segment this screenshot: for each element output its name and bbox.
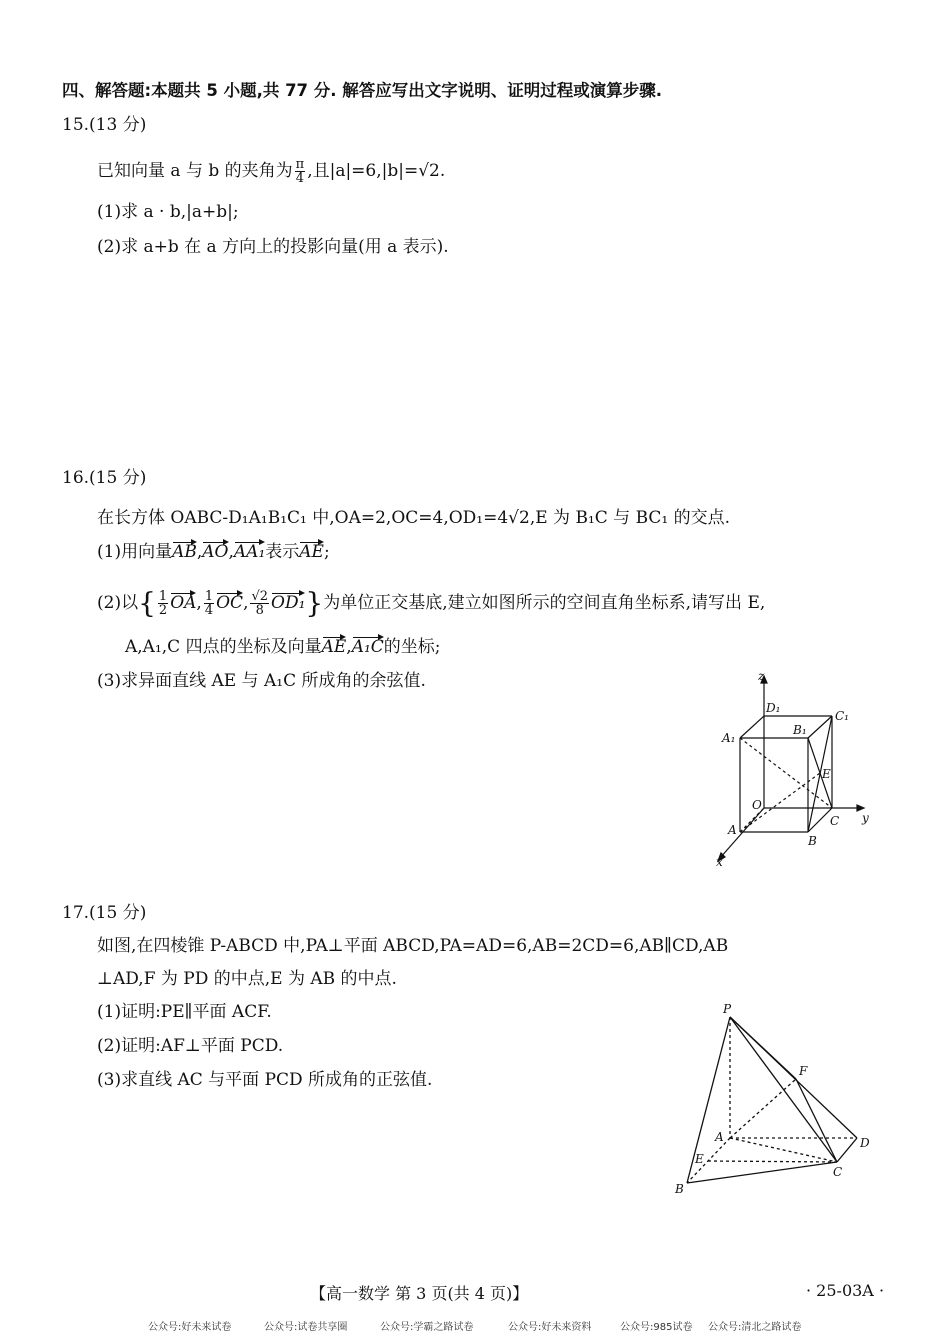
q15-stem-a: 已知向量 a 与 b 的夹角为 — [97, 161, 293, 181]
label-F: F — [799, 1064, 808, 1078]
edge-A1D1 — [740, 716, 764, 738]
footer-code: · 25-03A · — [806, 1281, 885, 1300]
q16-part3: (3)求异面直线 AE 与 A₁C 所成角的余弦值. — [97, 671, 426, 691]
q16-part2-line2: A,A₁,C 四点的坐标及向量AE,A₁C的坐标; — [125, 637, 441, 657]
edge-CD — [837, 1138, 857, 1162]
section-heading: 四、解答题:本题共 5 小题,共 77 分. 解答应写出文字说明、证明过程或演算步骤. — [62, 81, 663, 100]
q15-part2: (2)求 a+b 在 a 方向上的投影向量(用 a 表示). — [97, 237, 449, 257]
q17-part3: (3)求直线 AC 与平面 PCD 所成角的正弦值. — [97, 1070, 433, 1090]
q16-part1-prefix: (1)用向量 — [97, 542, 173, 562]
label-B: B — [675, 1182, 684, 1196]
label-E: E — [822, 767, 831, 781]
seg-PF — [730, 1017, 796, 1079]
vec-AE-2: AE — [321, 637, 347, 657]
edge-BC — [687, 1162, 837, 1183]
q16-stem: 在长方体 OABC-D₁A₁B₁C₁ 中,OA=2,OC=4,OD₁=4√2,E 为 B₁C 与 BC₁ 的交点. — [97, 508, 731, 528]
q17-stem-line2: ⊥AD,F 为 PD 的中点,E 为 AB 的中点. — [97, 969, 397, 989]
label-A: A — [728, 823, 737, 837]
left-brace: { — [138, 586, 156, 620]
q16-part2-line2-suffix: 的坐标; — [383, 637, 441, 657]
basis-frac-2-num: 1 — [204, 589, 214, 604]
basis-frac-1-num: 1 — [158, 589, 168, 604]
basis-frac-3-num: √2 — [251, 589, 269, 604]
vec-AB: AB — [172, 542, 197, 562]
q15-angle-fraction — [295, 158, 306, 185]
q17-part2: (2)证明:AF⊥平面 PCD. — [97, 1036, 284, 1056]
watermark-4: 公众号:好未来资料 — [508, 1322, 592, 1333]
right-brace: } — [305, 586, 324, 620]
q15-stem — [97, 158, 445, 185]
q16-cuboid-figure — [700, 668, 890, 868]
basis-frac-1 — [158, 590, 168, 617]
q17-part1: (1)证明:PE∥平面 ACF. — [97, 1002, 272, 1022]
q16-part2-text: 为单位正交基底,建立如图所示的空间直角坐标系,请写出 E, — [323, 593, 766, 613]
label-A1: A₁ — [722, 731, 736, 745]
label-C: C — [830, 814, 840, 828]
label-B: B — [808, 834, 817, 848]
label-D1: D₁ — [766, 701, 781, 715]
vec-AA1: AA₁ — [233, 542, 266, 562]
footer-center: 【高一数学 第 3 页(共 4 页)】 — [310, 1284, 529, 1303]
vec-OA: OA — [170, 593, 197, 613]
edge-BC — [808, 808, 832, 832]
q16-part2-line2-prefix: A,A₁,C 四点的坐标及向量 — [125, 637, 322, 657]
label-C1: C₁ — [835, 709, 849, 723]
q15-number: 15.(13 分) — [62, 115, 147, 135]
q16-part1-suffix: 表示 — [265, 542, 300, 562]
q15-stem-b: ,且|a|=6,|b|=√2. — [307, 161, 446, 181]
q16-part1: (1)用向量AB,AO,AA₁表示AE; — [97, 542, 330, 562]
label-B1: B₁ — [793, 723, 807, 737]
label-D: D — [860, 1136, 870, 1150]
q15-frac-den: 4 — [295, 171, 305, 186]
label-A: A — [715, 1130, 724, 1144]
seg-EC — [708, 1161, 837, 1162]
q15-frac-num: π — [295, 157, 305, 172]
basis-frac-2-den: 4 — [204, 603, 214, 618]
q15-part1: (1)求 a · b,|a+b|; — [97, 202, 239, 222]
q17-stem-line1: 如图,在四棱锥 P-ABCD 中,PA⊥平面 ABCD,PA=AD=6,AB=2CD=6,AB∥CD,AB — [97, 936, 729, 956]
label-E: E — [695, 1152, 704, 1166]
basis-frac-3 — [250, 590, 269, 617]
label-P: P — [723, 1002, 732, 1016]
vec-OC: OC — [216, 593, 244, 613]
watermark-6: 公众号:清北之路试卷 — [708, 1322, 802, 1333]
x-axis — [720, 808, 764, 858]
vec-OD1: OD₁ — [271, 593, 306, 613]
seg-FC — [796, 1079, 837, 1162]
q17-pyramid-figure — [665, 995, 885, 1205]
q16-part2-prefix: (2)以 — [97, 593, 139, 613]
edge-PB — [687, 1017, 730, 1183]
label-z: z — [758, 669, 765, 683]
watermark-3: 公众号:学霸之路试卷 — [380, 1322, 474, 1333]
watermark-2: 公众号:试卷共享圈 — [264, 1322, 348, 1333]
label-x: x — [716, 855, 723, 868]
vec-A1C: A₁C — [351, 637, 384, 657]
q17-number: 17.(15 分) — [62, 903, 147, 923]
watermark-5: 公众号:985试卷 — [620, 1322, 693, 1333]
seg-AF — [730, 1079, 796, 1138]
label-y: y — [862, 811, 869, 825]
label-O: O — [752, 798, 762, 812]
basis-frac-3-den: 8 — [255, 603, 264, 618]
q16-number: 16.(15 分) — [62, 468, 147, 488]
label-C: C — [833, 1165, 843, 1179]
watermark-1: 公众号:好未来试卷 — [148, 1322, 232, 1333]
vec-AO: AO — [202, 542, 229, 562]
diag-AC — [730, 1138, 837, 1162]
vec-AE: AE — [299, 542, 324, 562]
basis-frac-2 — [204, 590, 214, 617]
q16-part2: (2)以{ $\frac{1}{2}$ OA, $\frac{1}{4}$ OC, $\frac{√2}{8}$ OD₁}为单位正交基底,建立如图所示的空间直角坐标系,请写出 E, — [97, 586, 766, 620]
basis-frac-1-den: 2 — [158, 603, 168, 618]
